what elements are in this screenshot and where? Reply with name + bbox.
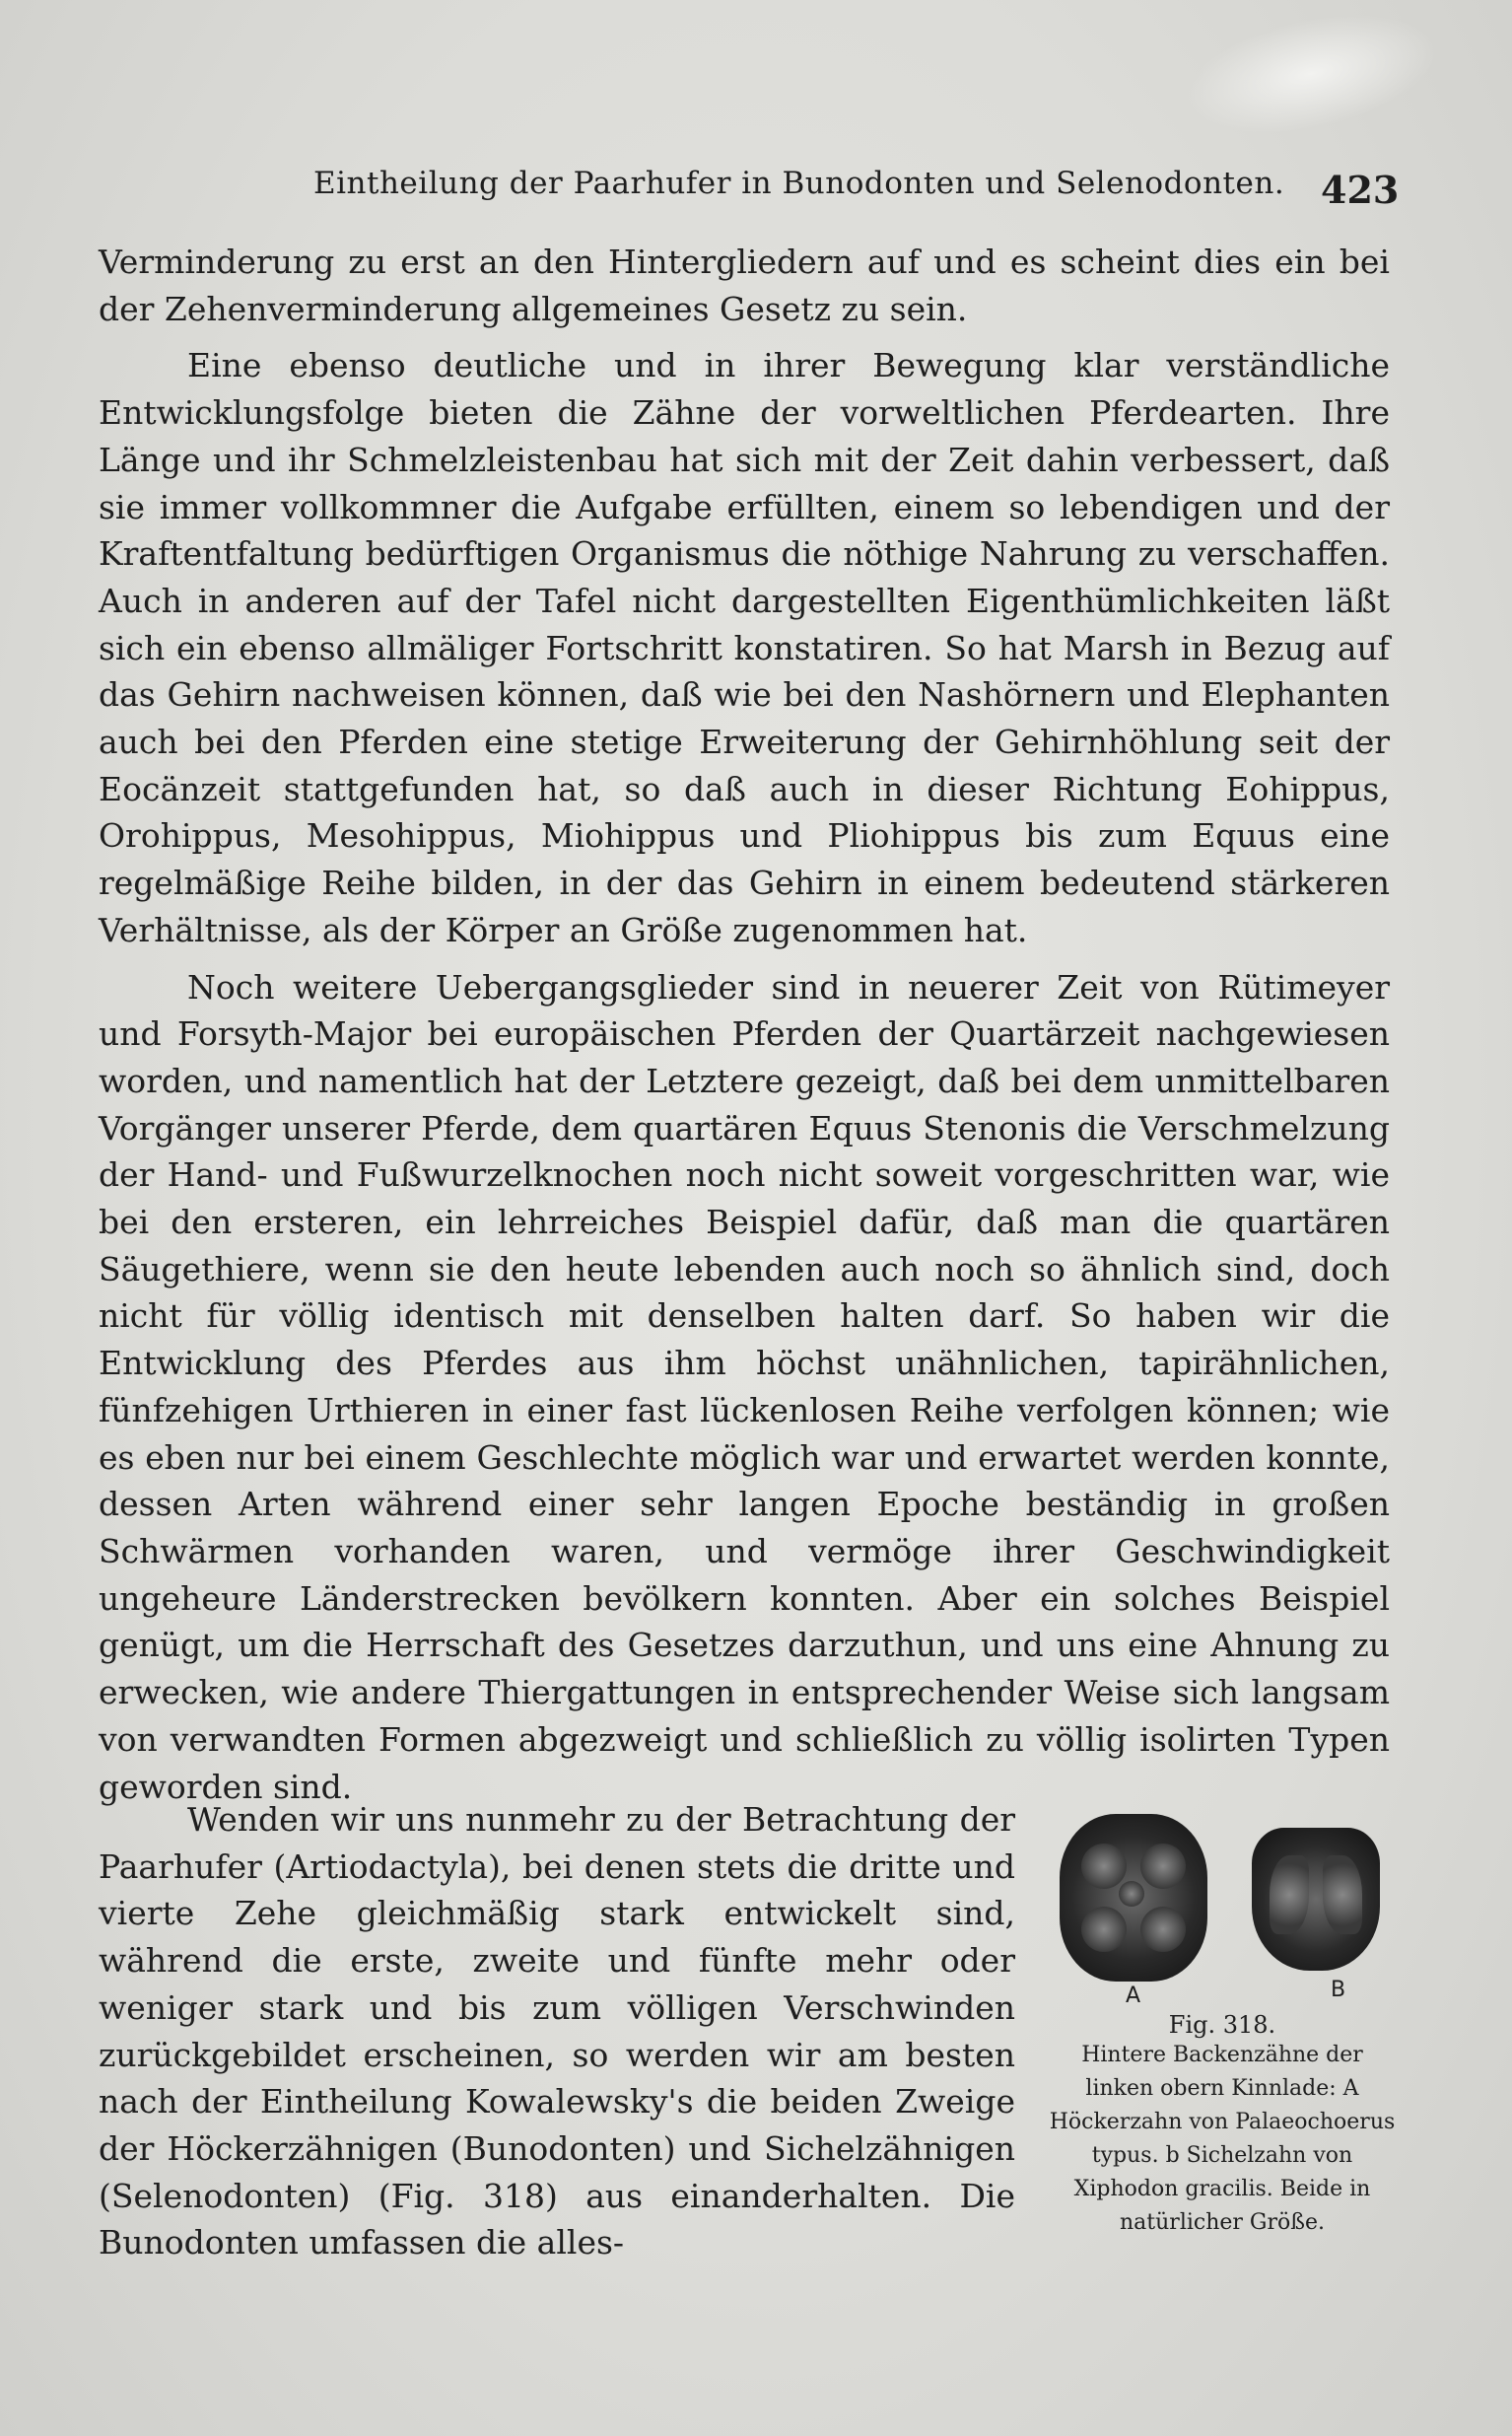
page-number: 423 [1321, 168, 1400, 212]
figure-letter-b: B [1331, 1978, 1346, 2002]
tooth-b-illustration [1252, 1828, 1380, 1971]
figure-letter-a: A [1126, 1984, 1141, 2008]
figure-label: Fig. 318. [1168, 2011, 1276, 2039]
paragraph-1: Verminderung zu erst an den Hintergliedern auf und es scheint dies ein bei der Zehenverminderung allgemeines Gesetz zu sein. [99, 243, 1390, 328]
page-smudge [1174, 0, 1447, 154]
figure-caption: Hintere Backenzähne der linken obern Kinnlade: A Höckerzahn von Palaeochoerus typus. b Sichelzahn von Xiphodon gracilis. Beide in natürlicher Größe. [1049, 2043, 1396, 2235]
main-text [99, 239, 1390, 1810]
text-beside-figure [99, 1796, 1015, 2266]
running-header: Eintheilung der Paarhufer in Bunodonten und Selenodonten. [313, 166, 1285, 201]
paragraph-3: Noch weitere Uebergangsglieder sind in neuerer Zeit von Rütimeyer und Forsyth-Major bei europäischen Pferden der Quartärzeit nachgewiesen worden, und namentlich hat der Letztere gezeigt, daß bei dem unmittelbaren Vorgänger unserer Pferde, dem quartären Equus Stenonis die Verschmelzung der Hand- und Fußwurzelknochen noch nicht soweit vorgeschritten war, wie bei den ersteren, ein lehrreiches Beispiel dafür, daß man die quartären Säugethiere, wenn sie den heute lebenden auch noch so ähnlich sind, doch nicht für völlig identisch mit denselben halten darf. So haben wir die Entwicklung des Pferdes aus ihm höchst unähnlichen, tapirähnlichen, fünfzehigen Urthieren in einer fast lückenlosen Reihe verfolgen können; wie es eben nur bei einem Geschlechte möglich war und erwartet werden konnte, dessen Arten während einer sehr langen Epoche beständig in großen Schwärmen vorhanden waren, und vermöge ihrer Geschwindigkeit ungeheure Länderstrecken bevölkern konnten. Aber ein solches Beispiel genügt, um die Herrschaft des Gesetzes darzuthun, und uns eine Ahnung zu erwecken, wie andere Thiergattungen in entsprechender Weise sich langsam von verwandten Formen abgezweigt und schließlich zu völlig isolirten Typen geworden sind. [99, 967, 1390, 1806]
paragraph-2: Eine ebenso deutliche und in ihrer Bewegung klar verständliche Entwicklungsfolge bieten die Zähne der vorweltlichen Pferdearten. Ihre Länge und ihr Schmelzleistenbau hat sich mit der Zeit dahin verbessert, daß sie immer vollkommner die Aufgabe erfüllten, einem so lebendigen und der Kraftentfaltung bedürftigen Organismus die nöthige Nahrung zu verschaffen. Auch in anderen auf der Tafel nicht dargestellten Eigenthümlichkeiten läßt sich ein ebenso allmäliger Fortschritt konstatiren. So hat Marsh in Bezug auf das Gehirn nachweisen können, daß wie bei den Nashörnern und Elephanten auch bei den Pferden eine stetige Erweiterung der Gehirnhöhlung seit der Eocänzeit stattgefunden hat, so daß auch in dieser Richtung Eohippus, Orohippus, Mesohippus, Miohippus und Pliohippus bis zum Equus eine regelmäßige Reihe bilden, in der das Gehirn in einem bedeutend stärkeren Verhältnisse, als der Körper an Größe zugenommen hat. [99, 346, 1390, 949]
tooth-a-illustration [1060, 1814, 1207, 1982]
paragraph-4: Wenden wir uns nunmehr zu der Betrachtung der Paarhufer (Artiodactyla), bei denen stets die dritte und vierte Zehe gleichmäßig stark entwickelt sind, während die erste, zweite und fünfte mehr oder weniger stark und bis zum völligen Verschwinden zurückgebildet erscheinen, so werden wir am besten nach der Eintheilung Kowalewsky's die beiden Zweige der Höckerzähnigen (Bunodonten) und Sichelzähnigen (Selenodonten) (Fig. 318) aus einanderhalten. Die Bunodonten umfassen die alles- [99, 1800, 1015, 2262]
